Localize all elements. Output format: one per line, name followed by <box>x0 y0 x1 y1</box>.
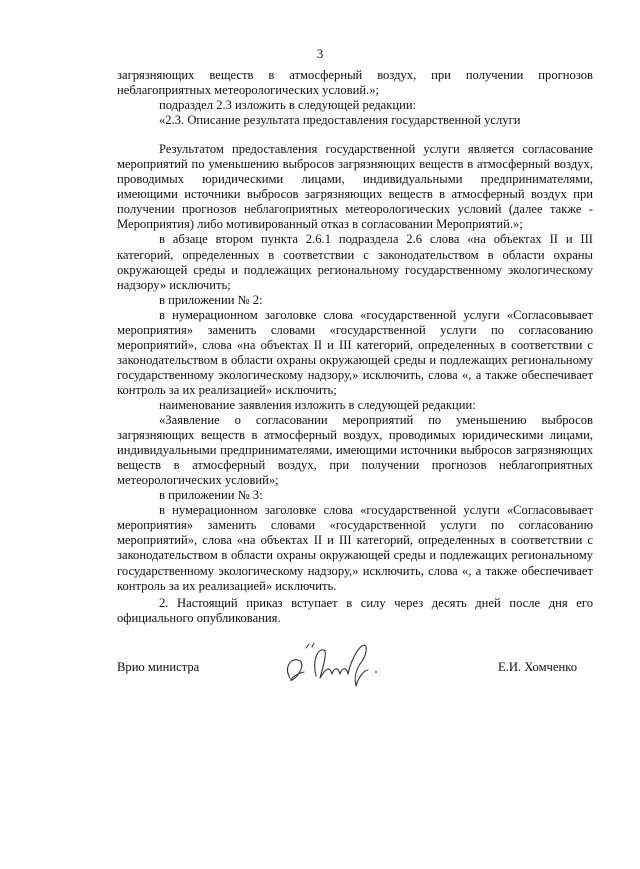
signatory-title: Врио министра <box>117 660 200 674</box>
paragraph-appendix-3-heading: в нумерационном заголовке слова «государственной услуги «Согласовывает мероприятия» заменить словами «государственной услуги по согласованию мероприятий», слова «на объектах II и III категорий, определенных в соответствии с законодательством в области охраны окружающей среды и подлежащих региональному государственному экологическому надзору,» исключить, слова «, а также обеспечивает контроль за их реализацией» исключить. <box>117 503 593 593</box>
paragraph-amendment-intro: подраздел 2.3 изложить в следующей редакции: <box>159 98 417 113</box>
paragraph-application-name: наименование заявления изложить в следующей редакции: <box>159 397 476 412</box>
paragraph-appendix-2: в приложении № 2: <box>159 292 263 307</box>
paragraph-appendix-3: в приложении № 3: <box>159 488 263 503</box>
paragraph-result-description: Результатом предоставления государственной услуги является согласование мероприятий по уменьшению выбросов загрязняющих веществ в атмосферный воздух, проводимых юридическими лицами, индивидуальными предпринимателями, имеющими источники выбросов загрязняющих веществ в атмосферный воздух при получении прогнозов неблагоприятных метеорологических условий (далее также - Мероприятия) либо мотивированный отказ в согласовании Мероприятий.»; <box>117 142 593 232</box>
paragraph-application-text: «Заявление о согласовании мероприятий по уменьшению выбросов загрязняющих веществ в атмосферный воздух, проводимых юридическими лицами, индивидуальными предпринимателями, имеющими источники выбросов загрязняющих веществ в атмосферный воздух, при получении прогнозов неблагоприятных метеорологических условий»; <box>117 413 593 488</box>
signatory-name: Е.И. Хомченко <box>498 660 577 674</box>
paragraph-section-heading: «2.3. Описание результата предоставления государственной услуги <box>159 113 521 128</box>
paragraph-continuation: загрязняющих веществ в атмосферный воздух, при получении прогнозов неблагоприятных метеорологических условий.»; <box>117 68 593 98</box>
paragraph-effective-date: 2. Настоящий приказ вступает в силу через десять дней после дня его официального опубликования. <box>117 595 593 625</box>
paragraph-2-6-1-amendment: в абзаце втором пункта 2.6.1 подраздела 2.6 слова «на объектах II и III категорий, определенных в соответствии с законодательством в области охраны окружающей среды и подлежащих региональному государственному экологическому надзору» исключить; <box>117 232 593 292</box>
document-body <box>117 68 593 626</box>
page-number: 3 <box>316 46 324 61</box>
handwritten-signature <box>276 620 396 700</box>
paragraph-appendix-2-heading: в нумерационном заголовке слова «государственной услуги «Согласовывает мероприятия» заменить словами «государственной услуги по согласованию мероприятий», слова «на объектах II и III категорий, определенных в соответствии с законодательством в области охраны окружающей среды и подлежащих региональному государственному экологическому надзору,» исключить, слова «, а также обеспечивает контроль за их реализацией» исключить; <box>117 307 593 397</box>
